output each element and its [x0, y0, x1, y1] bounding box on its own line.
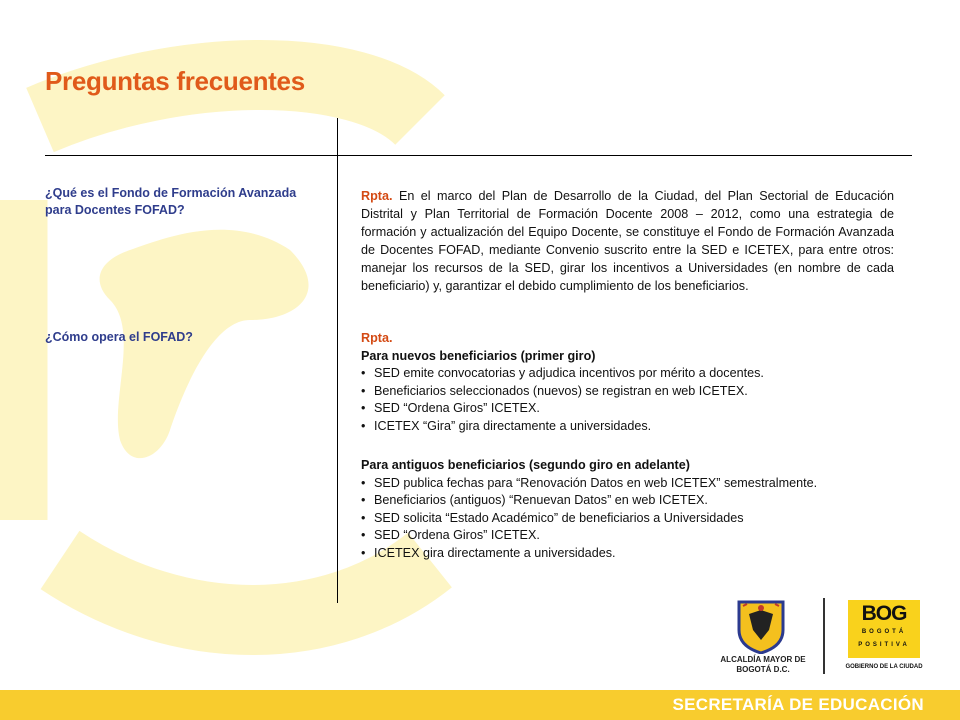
answer-new-beneficiaries [361, 330, 921, 435]
positiva-logo-text: POSITIVA [858, 642, 910, 648]
list-item: • SED solicita “Estado Académico” de beneficiarios a Universidades [361, 510, 921, 528]
list-item: • ICETEX “Gira” gira directamente a universidades. [361, 418, 921, 436]
logo-separator [823, 598, 825, 674]
answer-label: Rpta. [361, 189, 393, 203]
bogota-logo-text: BOGOTÁ [861, 629, 907, 635]
answer-text: En el marco del Plan de Desarrollo de la Ciudad, del Plan Sectorial de Educación Distrital y Plan Territorial de Formación Docente 2008 – 2012, como una estrategia de formación y actualización del Equipo Docente, se constituye el Fondo de Formación Avanzada de Docentes FOFAD, mediante Convenio suscrito entre la SED e ICETEX, para entre otros: manejar los recursos de la SED, girar los incentivos a Universidades (en nombre de cada beneficiario) y, garantizar el debido cumplimiento de los beneficiarios. [361, 189, 894, 293]
vertical-divider [337, 118, 338, 603]
gobierno-logo-text: GOBIERNO DE LA CIUDAD [845, 664, 923, 670]
answer-fofad-definition [361, 187, 894, 295]
question-fofad-operation: ¿Cómo opera el FOFAD? [45, 330, 193, 344]
list-item: • SED “Ordena Giros” ICETEX. [361, 527, 921, 545]
bog-logo-text: BOG [861, 602, 907, 625]
question-fofad-definition: ¿Qué es el Fondo de Formación Avanzada para Docentes FOFAD? [45, 186, 297, 217]
bullet-list [361, 365, 921, 435]
bullet-list [361, 475, 921, 563]
footer-bar [0, 690, 960, 720]
list-item: • Beneficiarios seleccionados (nuevos) se registran en web ICETEX. [361, 383, 921, 401]
list-item: • SED emite convocatorias y adjudica incentivos por mérito a docentes. [361, 365, 921, 383]
page-title: Preguntas frecuentes [45, 66, 305, 96]
list-item: • SED publica fechas para “Renovación Datos en web ICETEX” semestralmente. [361, 475, 921, 493]
list-item: • Beneficiarios (antiguos) “Renuevan Datos” en web ICETEX. [361, 492, 921, 510]
list-item: • SED “Ordena Giros” ICETEX. [361, 400, 921, 418]
answer-old-beneficiaries [361, 457, 921, 562]
horizontal-divider [45, 155, 912, 156]
bogota-shield-logo [737, 600, 785, 654]
footer-title: SECRETARÍA DE EDUCACIÓN [672, 695, 924, 714]
section-heading: Para antiguos beneficiarios (segundo giro en adelante) [361, 458, 690, 472]
alcaldia-logo-text: ALCALDÍA MAYOR DE BOGOTÁ D.C. [720, 655, 806, 674]
list-item: • ICETEX gira directamente a universidades. [361, 545, 921, 563]
section-heading: Para nuevos beneficiarios (primer giro) [361, 348, 596, 363]
answer-label: Rpta. [361, 331, 393, 345]
